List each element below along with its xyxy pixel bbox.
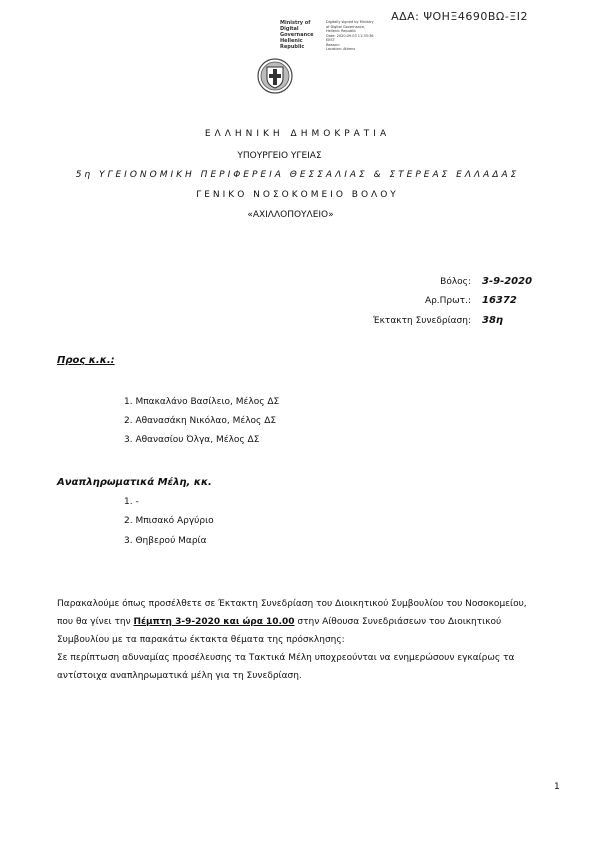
- header-hospital-name: «ΑΧΙΛΛΟΠΟΥΛΕΙΟ»: [247, 210, 334, 220]
- place-label: Βόλος:: [440, 277, 471, 287]
- signature-details: Digitally signed by Ministry of Digital Governance, Hellenic Republic Date: 2020.09.03 11:33:36 EEST Reason: Location: Athens: [326, 20, 374, 51]
- header-health-region: 5η ΥΓΕΙΟΝΟΜΙΚΗ ΠΕΡΙΦΕΡΕΙΑ ΘΕΣΣΑΛΙΑΣ & ΣΤΕΡΕΑΣ ΕΛΛΑΔΑΣ: [75, 170, 520, 180]
- signature-issuer: Ministry of Digital Governance Hellenic Republic: [280, 20, 314, 50]
- alternate-item: 1. -: [124, 497, 139, 507]
- header-ministry: ΥΠΟΥΡΓΕΙΟ ΥΓΕΙΑΣ: [237, 151, 322, 161]
- header-country: ΕΛΛΗΝΙΚΗ ΔΗΜΟΚΡΑΤΙΑ: [204, 129, 391, 139]
- place-date: 3-9-2020: [482, 276, 533, 287]
- recipient-item: 2. Αθανασάκη Νικόλαο, Μέλος ΔΣ: [124, 416, 277, 426]
- alternates-heading: Αναπληρωματικά Μέλη, κκ.: [57, 477, 212, 488]
- header-hospital: ΓΕΝΙΚΟ ΝΟΣΟΚΟΜΕΙΟ ΒΟΛΟΥ: [196, 190, 399, 200]
- protocol-label: Αρ.Πρωτ.:: [424, 296, 471, 306]
- protocol-number: 16372: [482, 295, 517, 306]
- page-number: 1: [554, 782, 560, 792]
- ada-code: ΑΔΑ: ΨΟΗΞ4690ΒΩ-ΞΙ2: [391, 10, 528, 23]
- alternate-item: 2. Μπισακό Αργύριο: [124, 516, 214, 526]
- session-label: Έκτακτη Συνεδρίαση:: [372, 316, 471, 326]
- recipient-item: 1. Μπακαλάνο Βασίλειο, Μέλος ΔΣ: [124, 397, 280, 407]
- greek-coat-of-arms-icon: [257, 58, 293, 94]
- invitation-paragraph: Παρακαλούμε όπως προσέλθετε σε Έκτακτη Συνεδρίαση του Διοικητικού Συμβουλίου του Νοσοκομείου, που θα γίνει την Πέμπτη 3-9-2020 και ώρα 10.00 στην Αίθουσα Συνεδριάσεων του Διοικητικού Συμβουλίου με τα παρακάτω έκτακτα θέματα της πρόσκλησης: Σε περίπτωση αδυναμίας προσέλευσης τα Τακτικά Μέλη υποχρεούνται να ενημερώσουν εγκαίρως τα αντίστοιχα αναπληρωματικά μέλη για τη Συνεδρίαση.: [57, 599, 527, 681]
- alternate-item: 3. Θηβερού Μαρία: [124, 536, 207, 546]
- recipient-item: 3. Αθανασίου Όλγα, Μέλος ΔΣ: [124, 435, 260, 445]
- session-number: 38η: [482, 315, 504, 326]
- recipients-heading: Προς κ.κ.:: [57, 355, 115, 366]
- meeting-datetime: Πέμπτη 3-9-2020 και ώρα 10.00: [133, 617, 295, 627]
